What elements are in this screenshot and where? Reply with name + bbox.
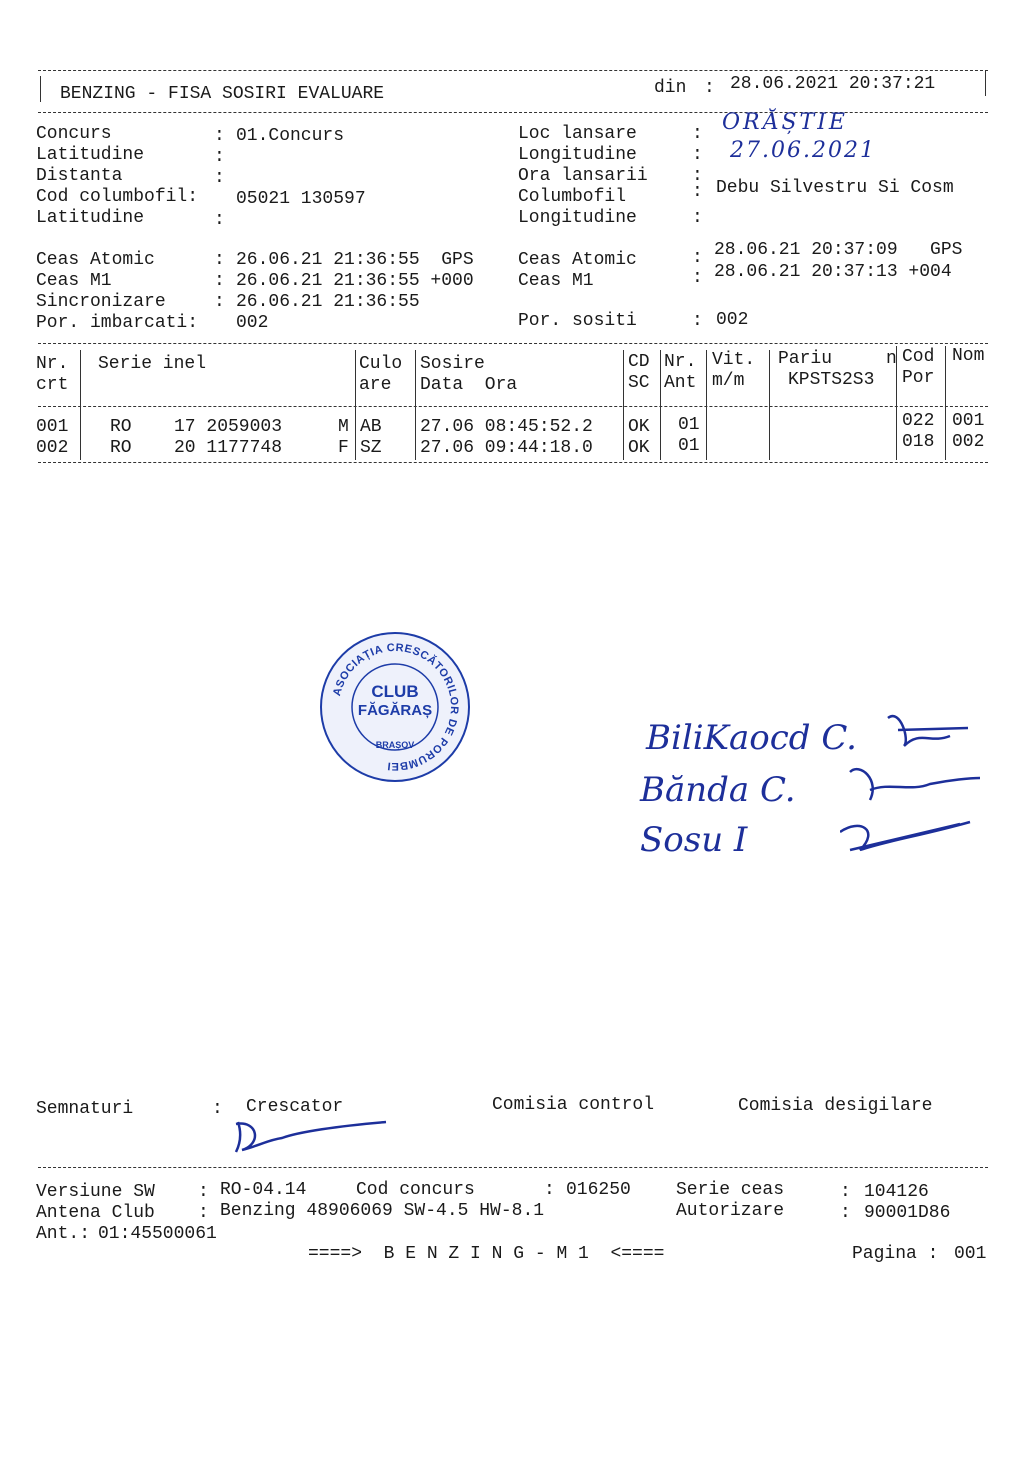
latitudine-2-label: Latitudine [36, 208, 145, 228]
versiune-label: Versiune SW [36, 1182, 155, 1202]
semnaturi-label: Semnaturi [36, 1099, 134, 1119]
signature-line-2: Bănda C. [640, 770, 796, 810]
header-right-border [985, 70, 986, 96]
row-nom: 002 [952, 432, 985, 452]
pagina-label: Pagina : [852, 1244, 939, 1264]
document-title: BENZING - FISA SOSIRI EVALUARE [60, 84, 385, 104]
antena-label: Antena Club [36, 1203, 155, 1223]
longitudine-label: Longitudine [518, 145, 637, 165]
cod-columbofil-value: 05021 130597 [236, 189, 366, 209]
ant-label: Ant.: [36, 1224, 91, 1244]
row-culo: SZ [360, 438, 382, 458]
autorizare-value: 90001D86 [864, 1203, 951, 1223]
row-sosire: 27.06 09:44:18.0 [420, 438, 593, 458]
col-header-are: are [359, 375, 392, 395]
ceas-atomic-right-value: 28.06.21 20:37:09 GPS [714, 240, 963, 260]
row-cd: OK [628, 417, 650, 437]
ora-lansarii-label: Ora lansarii [518, 166, 648, 186]
cod-concurs-value: 016250 [566, 1180, 631, 1200]
row-culo: AB [360, 417, 382, 437]
benzing-banner: ====> B E N Z I N G - M 1 <==== [308, 1244, 665, 1264]
cod-concurs-label: Cod concurs [356, 1180, 475, 1200]
por-sositi-label: Por. sositi [518, 311, 637, 331]
table-bottom-rule [38, 462, 988, 463]
antena-value: Benzing 48906069 SW-4.5 HW-8.1 [220, 1201, 545, 1221]
ceas-atomic-left-value: 26.06.21 21:36:55 GPS [236, 250, 474, 270]
col-header-sc: SC [628, 373, 650, 393]
serie-ceas-label: Serie ceas [676, 1180, 785, 1200]
ceas-m1-right-label: Ceas M1 [518, 271, 594, 291]
ceas-m1-right-value: 28.06.21 20:37:13 +004 [714, 262, 952, 282]
versiune-value: RO-04.14 [220, 1180, 307, 1200]
columbofil-label: Columbofil [518, 187, 627, 207]
ceas-atomic-left-label: Ceas Atomic [36, 250, 155, 270]
header-date-label: din [654, 78, 687, 98]
row-cod: 018 [902, 432, 935, 452]
col-header-pariu: Pariu n [778, 349, 897, 369]
table-header-rule [38, 406, 988, 407]
stamp-ring-text: ASOCIAȚIA CRESCĂTORILOR DE PORUMBEI [331, 641, 461, 773]
por-imbarcati-value: 002 [236, 313, 269, 333]
ceas-atomic-right-label: Ceas Atomic [518, 250, 637, 270]
col-header-cd: CD [628, 352, 650, 372]
concurs-value: 01.Concurs [236, 126, 345, 146]
col-header-crt: crt [36, 375, 69, 395]
col-header-culo: Culo [359, 354, 403, 374]
header-top-rule [38, 70, 988, 71]
stamp-city-name: FĂGĂRAȘ [357, 702, 433, 719]
sincronizare-value: 26.06.21 21:36:55 [236, 292, 420, 312]
col-header-sosire: Sosire [420, 354, 485, 374]
col-header-por: Por [902, 368, 935, 388]
row-sex: M [338, 417, 349, 437]
pagina-value: 001 [954, 1244, 987, 1264]
row-sosire: 27.06 08:45:52.2 [420, 417, 593, 437]
col-header-vit: Vit. [712, 350, 756, 370]
header-left-border [40, 76, 41, 102]
autorizare-label: Autorizare [676, 1201, 785, 1221]
crescator-label: Crescator [246, 1097, 344, 1117]
col-header-nom: Nom [952, 346, 985, 366]
col-header-mm: m/m [712, 371, 745, 391]
loc-lansare-handwritten: ORĂȘTIE [722, 110, 848, 135]
col-header-serie: Serie inel [98, 354, 207, 374]
row-nr: 001 [36, 417, 69, 437]
por-imbarcati-label: Por. imbarcati: [36, 313, 199, 333]
footer-rule [38, 1167, 988, 1168]
longitudine-2-label: Longitudine [518, 208, 637, 228]
header-date-value: 28.06.2021 20:37:21 [730, 74, 936, 94]
latitudine-label: Latitudine [36, 145, 145, 165]
stamp-club: CLUB [371, 682, 419, 701]
comisia-control-label: Comisia control [492, 1095, 655, 1115]
col-header-nr-ant: Nr. [664, 352, 697, 372]
cod-columbofil-label: Cod columbofil: [36, 187, 199, 207]
club-stamp [320, 632, 470, 782]
table-top-rule [38, 343, 988, 344]
por-sositi-value: 002 [716, 310, 749, 330]
sincronizare-label: Sincronizare [36, 292, 166, 312]
col-header-nr: Nr. [36, 354, 69, 374]
concurs-label: Concurs [36, 124, 112, 144]
columbofil-value: Debu Silvestru Si Cosm [716, 178, 954, 198]
longitudine-handwritten: 27.06.2021 [730, 138, 876, 163]
row-country: RO [110, 417, 132, 437]
crescator-signature-icon [228, 1110, 398, 1160]
comisia-desigilare-label: Comisia desigilare [738, 1096, 933, 1116]
stamp-brasov: BRAȘOV [375, 740, 415, 750]
row-cd: OK [628, 438, 650, 458]
ceas-m1-left-label: Ceas M1 [36, 271, 112, 291]
serie-ceas-value: 104126 [864, 1182, 929, 1202]
row-sex: F [338, 438, 349, 458]
col-header-kpsts2s3: KPSTS2S3 [788, 370, 875, 390]
ant-value: 01:45500061 [98, 1224, 217, 1244]
distanta-label: Distanta [36, 166, 123, 186]
signature-line-3: Sosu I [640, 820, 748, 860]
col-header-cod: Cod [902, 347, 935, 367]
loc-lansare-label: Loc lansare [518, 124, 637, 144]
row-country: RO [110, 438, 132, 458]
arrival-sheet-page: BENZING - FISA SOSIRI EVALUARE din : 28.06.2021 20:37:21 Concurs : 01.Concurs Latitudine : Distanta : Cod columbofil: 05021 130597 Latitudine : Loc lansare : ORĂȘTIE Longitudine : 27.06.2021 Ora lansarii : Columbofil : Debu Silvestru Si Cosm Longitudine : Ceas Atomic : 26.06.21 21:36:55 GPS Ceas M1 : 26.06.21 21:36:55 +000 Sincronizare : 26.06.21 21:36:55 Por. imbarcati: 002 Ceas Atomic : 28.06.21 20:37:09 GPS Ceas M1 : 28.06.21 20:37:13 +004 Por. sositi : 002 Nr. crt Serie inel Culo are Sosire Data Ora CD SC Nr. Ant Vit. m/m Pariu n KPSTS2S3 Cod Por Nom 001 RO 17 2059003 M AB 27.06 08:45:52.2 OK 01 022 001 002 RO 20 1177748 F SZ 27.06 09:44:18.0 OK 01 018 002 ASOCIAȚIA CRESCĂTORILOR DE PORUMBEI CLUB FĂGĂRAȘ BRAȘOV BiliKaocd C. Bănda C. Sosu I Semnaturi : Crescator Comisia control Comisia desigilare Versiune SW : RO-04.14 Cod concurs : 016250 Serie ceas : 104126 Antena Club : Benzing 48906069 SW-4.5 HW-8.1 Autorizare : 90001D86 Ant.: 01:45500061 ====> B E N Z I N G - M 1 <==== Pagina : 001 [0, 0, 1024, 1461]
signature-line-1: BiliKaocd C. [646, 718, 857, 758]
row-nr: 002 [36, 438, 69, 458]
row-cod: 022 [902, 411, 935, 431]
row-ant: 01 [678, 436, 700, 456]
row-ant: 01 [678, 415, 700, 435]
ceas-m1-left-value: 26.06.21 21:36:55 +000 [236, 271, 474, 291]
signature-scribbles-icon [840, 700, 990, 870]
col-header-data-ora: Data Ora [420, 375, 518, 395]
row-serie: 20 1177748 [174, 438, 283, 458]
row-nom: 001 [952, 411, 985, 431]
col-header-ant: Ant [664, 373, 697, 393]
row-serie: 17 2059003 [174, 417, 283, 437]
